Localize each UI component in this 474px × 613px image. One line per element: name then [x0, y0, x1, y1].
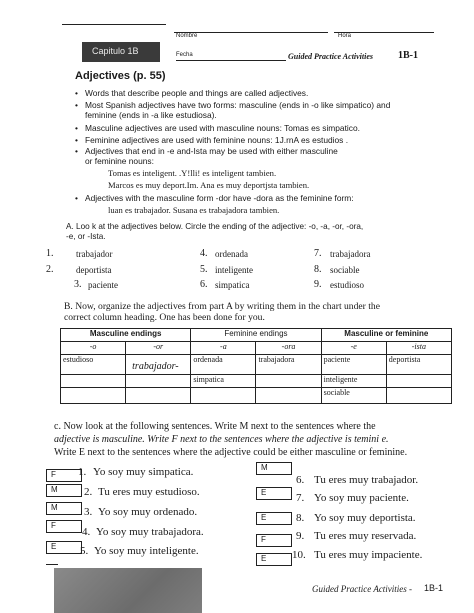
dash-mark [46, 564, 58, 565]
sentence-number: 2. [84, 486, 93, 498]
adjective-item: deportista [76, 265, 112, 275]
adjective-item: sociable [330, 265, 360, 275]
chart-cell[interactable] [386, 388, 451, 404]
top-rule [62, 24, 166, 25]
sentence-number: 4. [82, 526, 91, 538]
example-1: Tomas es inteligent. .Y!lli! es inteligent tambien. [108, 168, 277, 178]
item-number: 1. [46, 248, 54, 259]
answer-letter: M [51, 485, 58, 494]
sentence-number: 9. [296, 530, 305, 542]
adjective-item: estudioso [330, 280, 365, 290]
sentence-number: 1. [78, 466, 87, 478]
item-number: 7. [314, 248, 322, 259]
answer-letter: E [261, 513, 267, 522]
fecha-line [176, 60, 286, 61]
answer-box[interactable] [256, 487, 292, 500]
chart-cell[interactable]: simpatica [191, 375, 256, 388]
answer-letter: M [51, 503, 58, 512]
item-number: 8. [314, 264, 322, 275]
sentence-text: Yo soy muy deportista. [314, 512, 416, 524]
footer-code: 1B-1 [424, 583, 444, 593]
answer-letter: E [261, 554, 267, 563]
chart-cell[interactable]: deportista [386, 355, 451, 375]
sentence-number: 10. [292, 549, 306, 561]
item-number: 6. [200, 279, 208, 290]
chart-cell[interactable]: paciente [321, 355, 386, 375]
guided-code: 1B-1 [398, 50, 418, 61]
ending-ora: -ora [256, 342, 321, 355]
answer-box[interactable] [46, 520, 82, 533]
bullet-5-cont: or feminine nouns: [85, 156, 154, 166]
bullet-3: • Masculine adjectives are used with masculine nouns: Tomas es simpatico. [85, 123, 360, 133]
answer-letter: E [51, 542, 57, 551]
chart-cell[interactable]: estudioso [61, 355, 126, 375]
item-number: 5. [200, 264, 208, 275]
answer-letter: E [261, 488, 267, 497]
chart-cell[interactable] [61, 388, 126, 404]
sentence-number: 3. [84, 506, 93, 518]
hora-label: Hora [338, 33, 352, 39]
answer-letter: F [51, 521, 56, 530]
sentence-text: Yo soy muy ordenado. [98, 506, 198, 518]
ending-ista: -ista [386, 342, 451, 355]
bullet-4: • Feminine adjectives are used with feminine nouns: 1J.rnA es estudios . [85, 135, 348, 145]
sentence-text: Yo soy muy simpatica. [93, 466, 194, 478]
answer-box[interactable] [256, 534, 292, 547]
header-masc-or-fem: Masculine or feminine [321, 329, 451, 342]
sentence-number: 5. [80, 545, 89, 557]
answer-box[interactable] [46, 541, 82, 554]
ending-or: -or [126, 342, 191, 355]
answer-letter: M [261, 463, 268, 472]
header-feminine: Feminine endings [191, 329, 321, 342]
answer-box[interactable] [256, 512, 292, 525]
sentence-text: Yo soy muy inteligente. [94, 545, 199, 557]
section-title: Adjectives (p. 55) [75, 70, 166, 82]
answer-box[interactable] [46, 469, 82, 482]
bullet-1: • Words that describe people and things are called adjectives. [85, 88, 308, 98]
chart-cell[interactable] [191, 388, 256, 404]
sentence-number: 6. [296, 474, 305, 486]
chart-cell[interactable] [61, 375, 126, 388]
sentence-number: 7. [296, 492, 305, 504]
chart-cell[interactable] [256, 388, 321, 404]
sentence-text: Tu eres muy estudioso. [98, 486, 200, 498]
chart-cell[interactable]: trabajadora [256, 355, 321, 375]
bullet-6: • Adjectives with the masculine form -dor have -dora as the feminine form: [85, 193, 354, 203]
part-b-instructions: B. Now, organize the adjectives from part A by writing them in the chart under the [64, 301, 380, 312]
example-2: Marcos es muy deport.Im. Ana es muy deportjsta tambien. [108, 180, 310, 190]
adjective-item: ordenada [215, 249, 248, 259]
example-3: luan es trabajador. Susana es trabajadora tambien. [108, 205, 280, 215]
bullet-2: • Most Spanish adjectives have two forms: masculine (ends in -o like simpatico) and [85, 100, 390, 110]
guided-title: Guided Practice Activities [288, 52, 374, 61]
part-b-instructions-cont: correct column heading. One has been done for you. [64, 312, 265, 323]
item-number: 9. [314, 279, 322, 290]
item-number: 2. [46, 264, 54, 275]
bullet-2-cont: feminine (ends in -a like estudiosa). [85, 110, 217, 120]
item-number: 3. [74, 279, 82, 290]
sentence-text: Yo soy muy paciente. [314, 492, 409, 504]
answer-box[interactable] [46, 502, 82, 515]
chart-cell[interactable]: ordenada [191, 355, 256, 375]
answer-box[interactable] [256, 553, 292, 566]
ending-o: -o [61, 342, 126, 355]
part-c-instructions-cont: adjective is masculine. Write F next to the sentences where the adjective is temini e. [54, 434, 389, 445]
part-c-instructions: c. Now look at the following sentences. Write M next to the sentences where the [54, 421, 376, 432]
footer-title: Guided Practice Activities - [312, 584, 413, 594]
adjective-item: trabajadora [330, 249, 371, 259]
nombre-label: Nombre [176, 33, 198, 39]
bullet-5: • Adjectives that end in -e and-Ista may be used with either masculine [85, 146, 338, 156]
chapter-badge [82, 42, 160, 62]
header-masculine: Masculine endings [61, 329, 191, 342]
part-a-instructions-cont: -e, or -Ista. [66, 232, 106, 241]
sentence-text: Yo soy muy trabajadora. [96, 526, 204, 538]
ending-a: -a [191, 342, 256, 355]
answer-letter: F [51, 470, 56, 479]
chart-cell[interactable] [256, 375, 321, 388]
adjective-item: paciente [88, 280, 118, 290]
adjective-chart [60, 328, 452, 404]
chart-cell[interactable] [126, 375, 191, 388]
answer-letter: F [261, 535, 266, 544]
chart-cell[interactable] [126, 388, 191, 404]
part-a-instructions: A. Loo k at the adjectives below. Circle the ending of the adjective: -o, -a, -or, -ora, [66, 222, 364, 231]
ending-e: -e [321, 342, 386, 355]
answer-box[interactable] [256, 462, 292, 475]
sentence-text: Tu eres muy reservada. [314, 530, 417, 542]
item-number: 4. [200, 248, 208, 259]
chapter-label: Capitulo 1B [92, 46, 139, 56]
sentence-text: Tu eres muy trabajador. [314, 474, 419, 486]
part-c-instructions-cont2: Write E next to the sentences where the adjective could be either masculine or feminine. [54, 447, 408, 458]
chart-cell[interactable]: inteligente [321, 375, 386, 388]
adjective-item: trabajador [76, 249, 113, 259]
answer-box[interactable] [46, 484, 82, 497]
chart-cell[interactable] [126, 355, 191, 375]
adjective-item: inteligente [215, 265, 253, 275]
handwritten-answer: trabajador- [132, 361, 179, 372]
footer-photo [54, 568, 202, 613]
sentence-text: Tu eres muy impaciente. [314, 549, 423, 561]
adjective-item: simpatica [215, 280, 250, 290]
sentence-number: 8. [296, 512, 305, 524]
fecha-label: Fecha [176, 52, 193, 58]
chart-cell[interactable] [386, 375, 451, 388]
chart-cell[interactable]: sociable [321, 388, 386, 404]
